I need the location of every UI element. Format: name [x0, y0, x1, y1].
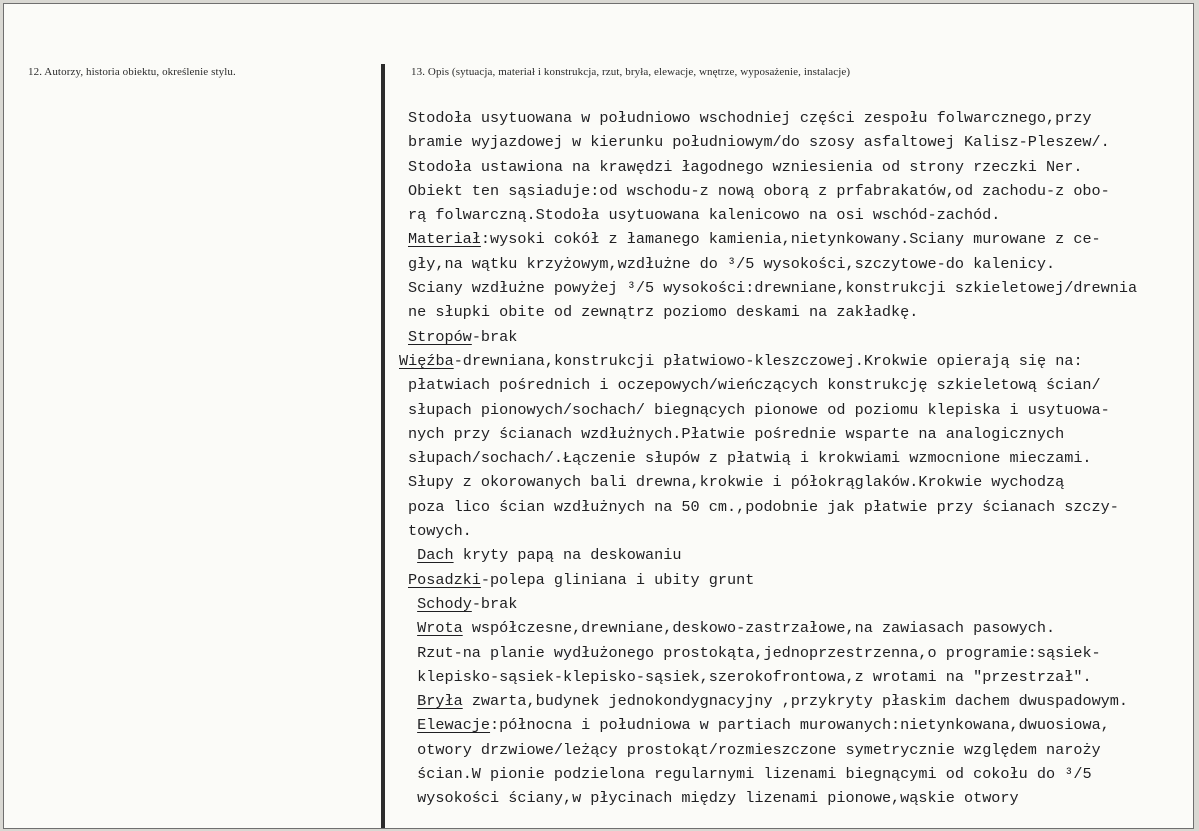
text-line — [408, 179, 1137, 203]
line-text: zwarta,budynek jednokondygnacyjny ,przykryty płaskim dachem dwuspadowym. — [462, 692, 1129, 711]
text-line — [408, 641, 1137, 665]
text-line — [408, 130, 1137, 154]
document-page — [3, 3, 1194, 829]
line-text: Sciany wzdłużne powyżej ³/5 wysokości:drewniane,konstrukcji szkieletowej/drewnia — [408, 279, 1138, 298]
text-line — [408, 592, 1137, 616]
text-line — [408, 398, 1137, 422]
line-text: :wysoki cokół z łamanego kamienia,nietynkowany.Sciany murowane z ce- — [480, 230, 1101, 249]
line-text: Rzut-na planie wydłużonego prostokąta,jednoprzestrzenna,o programie:sąsiek- — [417, 643, 1101, 662]
line-text: klepisko-sąsiek-klepisko-sąsiek,szerokofrontowa,z wrotami na "przestrzał". — [417, 667, 1092, 686]
line-text: słupach/sochach/.Łączenie słupów z płatwią i krokwiami wzmocnione mieczami. — [408, 449, 1092, 468]
line-indent — [408, 716, 417, 734]
text-line — [408, 495, 1137, 519]
line-text: wysokości ściany,w płycinach między lizenami pionowe,wąskie otwory — [417, 789, 1019, 808]
section-13-heading: 13. Opis (sytuacja, materiał i konstrukcja, rzut, bryła, elewacje, wnętrze, wyposażenie, instalacje) — [411, 66, 851, 78]
text-line — [408, 373, 1137, 397]
line-text: płatwiach pośrednich i oczepowych/wieńczących konstrukcję szkieletową ścian/ — [408, 376, 1101, 395]
text-line — [408, 543, 1137, 567]
text-line — [408, 446, 1137, 470]
text-line — [408, 252, 1137, 276]
line-text: ne słupki obite od zewnątrz poziomo deskami na zakładkę. — [408, 303, 919, 322]
underlined-term: Posadzki — [408, 570, 481, 589]
text-line — [399, 349, 1137, 373]
line-text: współczesne,drewniane,deskowo-zastrzałowe,na zawiasach pasowych. — [462, 619, 1056, 638]
text-line — [408, 106, 1137, 130]
line-text: -polepa gliniana i ubity grunt — [480, 570, 755, 589]
underlined-term: Elewacje — [417, 716, 491, 735]
underlined-term: Schody — [417, 594, 472, 613]
line-text: nych przy ścianach wzdłużnych.Płatwie pośrednie wsparte na analogicznych — [408, 424, 1065, 443]
underlined-term: Materiał — [408, 230, 481, 249]
text-line — [408, 203, 1137, 227]
text-line — [408, 325, 1137, 349]
line-text: otwory drzwiowe/leżący prostokąt/rozmieszczone symetrycznie względem naroży — [417, 740, 1101, 759]
line-text: -brak — [471, 594, 518, 613]
text-line — [408, 665, 1137, 689]
line-text: towych. — [408, 522, 472, 541]
line-indent — [408, 644, 417, 662]
line-indent — [408, 595, 417, 613]
line-text: poza lico ścian wzdłużnych na 50 cm.,podobnie jak płatwie przy ścianach szczy- — [408, 497, 1119, 516]
text-line — [408, 568, 1137, 592]
section-12-heading: 12. Autorzy, historia obiektu, określenie stylu. — [28, 66, 236, 78]
line-text: :północna i południowa w partiach murowanych:nietynkowana,dwuosiowa, — [490, 716, 1110, 735]
line-text: słupach pionowych/sochach/ biegnących pionowe od poziomu klepiska i usytuowa- — [408, 400, 1110, 419]
text-line — [408, 786, 1137, 810]
line-text: ścian.W pionie podzielona regularnymi lizenami biegnącymi od cokołu do ³/5 — [417, 765, 1092, 784]
text-line — [408, 519, 1137, 543]
text-line — [408, 713, 1137, 737]
line-indent — [408, 619, 417, 637]
line-text: Obiekt ten sąsiaduje:od wschodu-z nową oborą z prfabrakatów,od zachodu-z obo- — [408, 181, 1110, 200]
text-line — [408, 227, 1137, 251]
text-line — [408, 155, 1137, 179]
line-text: Stodoła usytuowana w południowo wschodniej części zespołu folwarcznego,przy — [408, 109, 1092, 127]
text-line — [408, 470, 1137, 494]
text-line — [408, 762, 1137, 786]
description-text — [399, 106, 1138, 811]
line-indent — [408, 546, 417, 564]
underlined-term: Stropów — [408, 327, 472, 346]
line-indent — [408, 789, 417, 807]
line-text: Stodoła ustawiona na krawędzi łagodnego wzniesienia od strony rzeczki Ner. — [408, 157, 1083, 176]
line-text: gły,na wątku krzyżowym,wzdłużne do ³/5 wysokości,szczytowe-do kalenicy. — [408, 254, 1056, 273]
line-indent — [408, 692, 417, 710]
line-text: rą folwarczną.Stodoła usytuowana kalenicowo na osi wschód-zachód. — [408, 206, 1001, 225]
line-text: bramie wyjazdowej w kierunku południowym/do szosy asfaltowej Kalisz-Pleszew/. — [408, 133, 1110, 152]
underlined-term: Więźba — [399, 351, 454, 370]
line-text: -drewniana,konstrukcji płatwiowo-kleszczowej.Krokwie opierają się na: — [453, 351, 1083, 370]
text-line — [408, 616, 1137, 640]
underlined-term: Bryła — [417, 692, 463, 711]
column-divider — [381, 64, 385, 829]
text-line — [408, 276, 1137, 300]
text-line — [408, 300, 1137, 324]
underlined-term: Wrota — [417, 619, 463, 638]
underlined-term: Dach — [417, 546, 454, 565]
line-indent — [408, 765, 417, 783]
line-text: Słupy z okorowanych bali drewna,krokwie i półokrąglaków.Krokwie wychodzą — [408, 473, 1065, 492]
line-indent — [408, 668, 417, 686]
line-text: -brak — [471, 327, 518, 346]
text-line — [408, 422, 1137, 446]
line-indent — [408, 741, 417, 759]
text-line — [408, 738, 1137, 762]
line-text: kryty papą na deskowaniu — [453, 546, 682, 565]
text-line — [408, 689, 1137, 713]
